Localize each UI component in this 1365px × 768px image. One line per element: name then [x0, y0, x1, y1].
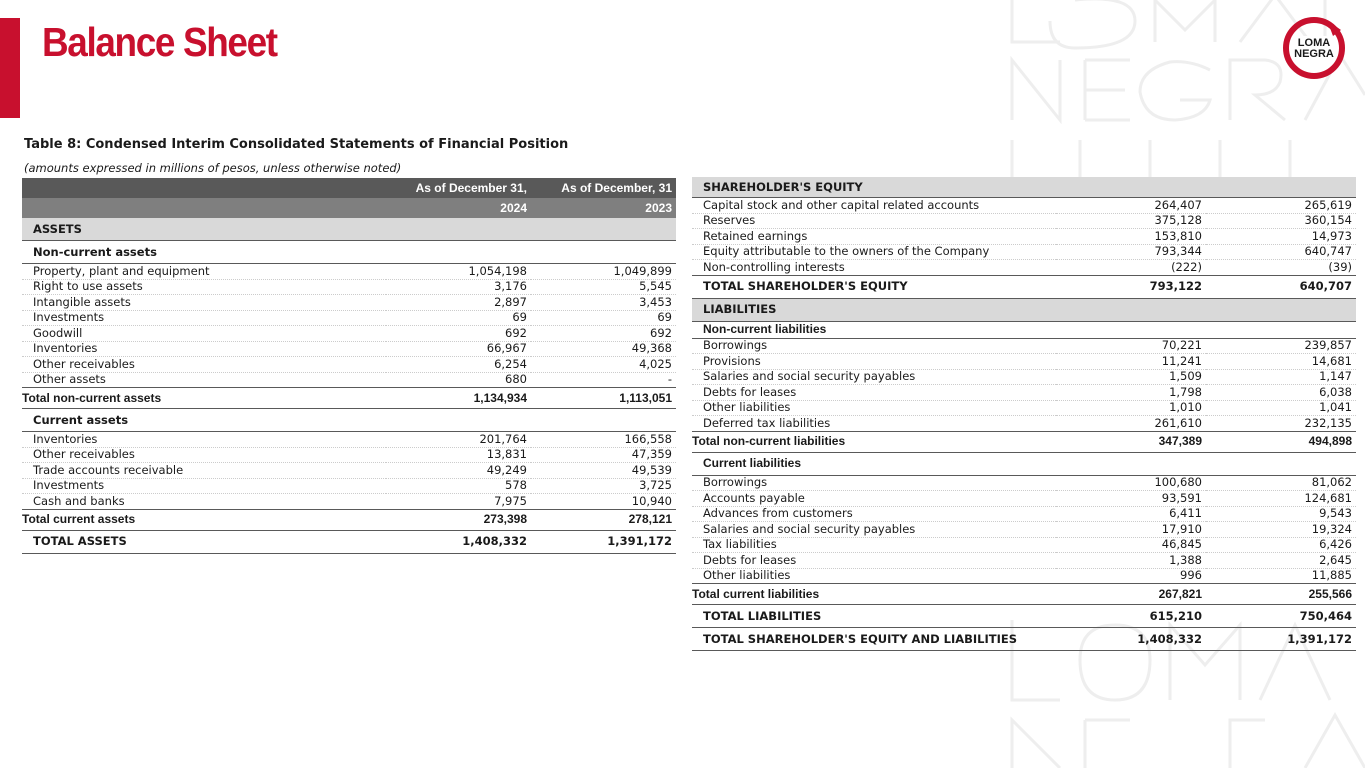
- row-label: Borrowings: [692, 475, 1056, 491]
- value-2024: 692: [386, 326, 531, 342]
- table-row: [22, 310, 676, 326]
- row-label: Total non-current liabilities: [692, 431, 1056, 452]
- table-row: [692, 522, 1356, 538]
- table-row: [22, 326, 676, 342]
- value-2024: 996: [1056, 568, 1206, 584]
- value-2023: 278,121: [531, 509, 676, 530]
- value-2023: 69: [531, 310, 676, 326]
- value-2024: (222): [1056, 260, 1206, 276]
- value-2023: 6,038: [1206, 385, 1356, 401]
- value-2023: 19,324: [1206, 522, 1356, 538]
- value-2024: 49,249: [386, 463, 531, 479]
- value-2024: 1,134,934: [386, 388, 531, 409]
- value-2024: 1,509: [1056, 369, 1206, 385]
- row-label: TOTAL SHAREHOLDER'S EQUITY AND LIABILITIES: [692, 628, 1056, 651]
- table-row: [692, 553, 1356, 569]
- row-label: Debts for leases: [692, 385, 1056, 401]
- value-2024: 1,408,332: [1056, 628, 1206, 651]
- table-row: [692, 338, 1356, 354]
- row-label: Total non-current assets: [22, 388, 386, 409]
- value-2024: 267,821: [1056, 584, 1206, 605]
- page-title: Balance Sheet: [42, 19, 277, 65]
- value-2024: 11,241: [1056, 354, 1206, 370]
- value-2024: 153,810: [1056, 229, 1206, 245]
- value-2023: 640,747: [1206, 244, 1356, 260]
- equity-liabilities-table: [692, 177, 1356, 651]
- row-label: Intangible assets: [22, 295, 386, 311]
- row-label: Tax liabilities: [692, 537, 1056, 553]
- row-label: Goodwill: [22, 326, 386, 342]
- value-2023: 9,543: [1206, 506, 1356, 522]
- row-label: TOTAL SHAREHOLDER'S EQUITY: [692, 275, 1056, 298]
- table-row: [692, 400, 1356, 416]
- value-2023: 239,857: [1206, 338, 1356, 354]
- table-row: [692, 354, 1356, 370]
- row-label: Salaries and social security payables: [692, 369, 1056, 385]
- value-2023: 360,154: [1206, 213, 1356, 229]
- row-label: Total current liabilities: [692, 584, 1056, 605]
- row-label: Equity attributable to the owners of the Company: [692, 244, 1056, 260]
- value-2023: 265,619: [1206, 198, 1356, 214]
- row-label: Capital stock and other capital related accounts: [692, 198, 1056, 214]
- loma-negra-logo: [1281, 14, 1347, 80]
- value-2024: 578: [386, 478, 531, 494]
- svg-text:NEGRA: NEGRA: [1294, 48, 1334, 60]
- value-2023: 10,940: [531, 494, 676, 510]
- row-label: Property, plant and equipment: [22, 264, 386, 280]
- row-label: Other receivables: [22, 447, 386, 463]
- table-row: [22, 432, 676, 448]
- value-2023: 1,147: [1206, 369, 1356, 385]
- subsection-noncurrent-assets: [22, 241, 676, 264]
- section-liabilities: [692, 298, 1356, 321]
- total-noncurrent-liabilities-row: [692, 431, 1356, 452]
- value-2023: 5,545: [531, 279, 676, 295]
- value-2024: 17,910: [1056, 522, 1206, 538]
- value-2023: 1,391,172: [1206, 628, 1356, 651]
- value-2023: 255,566: [1206, 584, 1356, 605]
- value-2023: 750,464: [1206, 605, 1356, 628]
- value-2024: 1,798: [1056, 385, 1206, 401]
- value-2023: 1,049,899: [531, 264, 676, 280]
- value-2023: 166,558: [531, 432, 676, 448]
- section-assets: [22, 218, 676, 241]
- value-2024: 264,407: [1056, 198, 1206, 214]
- subsection-noncurrent-liabilities: [692, 321, 1356, 338]
- row-label: Advances from customers: [692, 506, 1056, 522]
- total-liabilities-row: [692, 605, 1356, 628]
- table-row: [692, 260, 1356, 276]
- value-2024: 1,408,332: [386, 530, 531, 553]
- row-label: Investments: [22, 478, 386, 494]
- value-2024: 261,610: [1056, 416, 1206, 432]
- table-row: [692, 506, 1356, 522]
- value-2024: 201,764: [386, 432, 531, 448]
- value-2024: 13,831: [386, 447, 531, 463]
- table-row: [692, 369, 1356, 385]
- table-row: [692, 537, 1356, 553]
- total-noncurrent-assets-row: [22, 388, 676, 409]
- section-label: SHAREHOLDER'S EQUITY: [692, 177, 1056, 198]
- value-2023: 4,025: [531, 357, 676, 373]
- value-2023: 11,885: [1206, 568, 1356, 584]
- table-row: [22, 341, 676, 357]
- row-label: Reserves: [692, 213, 1056, 229]
- table-row: [22, 357, 676, 373]
- table-row: [22, 447, 676, 463]
- row-label: Non-controlling interests: [692, 260, 1056, 276]
- value-2024: 7,975: [386, 494, 531, 510]
- table-row: [692, 198, 1356, 214]
- section-label: LIABILITIES: [692, 298, 1056, 321]
- row-label: Inventories: [22, 341, 386, 357]
- subsection-current-assets: [22, 409, 676, 432]
- value-2024: 615,210: [1056, 605, 1206, 628]
- accent-bar: [0, 18, 20, 118]
- assets-table: [22, 178, 676, 554]
- value-2023: 3,453: [531, 295, 676, 311]
- row-label: Investments: [22, 310, 386, 326]
- column-header-row: [22, 178, 676, 198]
- section-label: ASSETS: [22, 218, 386, 241]
- table-row: [22, 478, 676, 494]
- section-equity: [692, 177, 1356, 198]
- table-subtitle: (amounts expressed in millions of pesos, unless otherwise noted): [24, 161, 402, 175]
- table-row: [22, 279, 676, 295]
- row-label: Cash and banks: [22, 494, 386, 510]
- table-row: [22, 264, 676, 280]
- value-2024: 3,176: [386, 279, 531, 295]
- total-assets-row: [22, 530, 676, 553]
- total-equity-row: [692, 275, 1356, 298]
- subsection-label: Non-current assets: [22, 241, 386, 264]
- col-2024-header: As of December 31,: [386, 178, 531, 198]
- table-row: [692, 229, 1356, 245]
- total-equity-and-liabilities-row: [692, 628, 1356, 651]
- table-row: [692, 416, 1356, 432]
- col-2024-year: 2024: [386, 198, 531, 218]
- table-row: [22, 494, 676, 510]
- table-row: [692, 213, 1356, 229]
- row-label: Salaries and social security payables: [692, 522, 1056, 538]
- value-2023: 640,707: [1206, 275, 1356, 298]
- value-2023: 6,426: [1206, 537, 1356, 553]
- value-2024: 347,389: [1056, 431, 1206, 452]
- value-2023: 1,041: [1206, 400, 1356, 416]
- row-label: Other assets: [22, 372, 386, 388]
- value-2023: (39): [1206, 260, 1356, 276]
- row-label: Borrowings: [692, 338, 1056, 354]
- value-2024: 6,254: [386, 357, 531, 373]
- value-2024: 680: [386, 372, 531, 388]
- table-row: [692, 491, 1356, 507]
- table-title: Table 8: Condensed Interim Consolidated Statements of Financial Position: [24, 137, 569, 152]
- table-row: [692, 244, 1356, 260]
- row-label: Deferred tax liabilities: [692, 416, 1056, 432]
- value-2023: 2,645: [1206, 553, 1356, 569]
- row-label: TOTAL ASSETS: [22, 530, 386, 553]
- value-2024: 46,845: [1056, 537, 1206, 553]
- table-row: [22, 463, 676, 479]
- value-2023: 14,973: [1206, 229, 1356, 245]
- value-2024: 1,388: [1056, 553, 1206, 569]
- row-label: Retained earnings: [692, 229, 1056, 245]
- value-2024: 1,010: [1056, 400, 1206, 416]
- row-label: TOTAL LIABILITIES: [692, 605, 1056, 628]
- subsection-current-liabilities: [692, 452, 1356, 475]
- svg-text:LOMA: LOMA: [1297, 37, 1331, 49]
- row-label: Other liabilities: [692, 400, 1056, 416]
- value-2023: 49,368: [531, 341, 676, 357]
- total-current-liabilities-row: [692, 584, 1356, 605]
- table-row: [22, 295, 676, 311]
- table-row: [692, 385, 1356, 401]
- subsection-label: Current assets: [22, 409, 386, 432]
- value-2023: 692: [531, 326, 676, 342]
- value-2023: -: [531, 372, 676, 388]
- value-2023: 49,539: [531, 463, 676, 479]
- value-2023: 1,113,051: [531, 388, 676, 409]
- row-label: Other liabilities: [692, 568, 1056, 584]
- value-2024: 375,128: [1056, 213, 1206, 229]
- value-2024: 793,122: [1056, 275, 1206, 298]
- col-2023-year: 2023: [531, 198, 676, 218]
- value-2024: 6,411: [1056, 506, 1206, 522]
- value-2023: 3,725: [531, 478, 676, 494]
- row-label: Inventories: [22, 432, 386, 448]
- subsection-label: Non-current liabilities: [692, 321, 1056, 338]
- table-row: [692, 475, 1356, 491]
- value-2024: 69: [386, 310, 531, 326]
- row-label: Trade accounts receivable: [22, 463, 386, 479]
- value-2024: 100,680: [1056, 475, 1206, 491]
- value-2024: 66,967: [386, 341, 531, 357]
- value-2024: 1,054,198: [386, 264, 531, 280]
- subsection-label: Current liabilities: [692, 452, 1056, 475]
- row-label: Provisions: [692, 354, 1056, 370]
- value-2024: 70,221: [1056, 338, 1206, 354]
- value-2023: 494,898: [1206, 431, 1356, 452]
- row-label: Other receivables: [22, 357, 386, 373]
- value-2023: 124,681: [1206, 491, 1356, 507]
- value-2024: 93,591: [1056, 491, 1206, 507]
- value-2023: 47,359: [531, 447, 676, 463]
- row-label: Right to use assets: [22, 279, 386, 295]
- column-year-row: [22, 198, 676, 218]
- total-current-assets-row: [22, 509, 676, 530]
- row-label: Debts for leases: [692, 553, 1056, 569]
- table-row: [22, 372, 676, 388]
- col-2023-header: As of December, 31: [531, 178, 676, 198]
- row-label: Total current assets: [22, 509, 386, 530]
- value-2023: 14,681: [1206, 354, 1356, 370]
- value-2023: 81,062: [1206, 475, 1356, 491]
- row-label: Accounts payable: [692, 491, 1056, 507]
- table-row: [692, 568, 1356, 584]
- value-2024: 2,897: [386, 295, 531, 311]
- value-2023: 1,391,172: [531, 530, 676, 553]
- value-2023: 232,135: [1206, 416, 1356, 432]
- value-2024: 793,344: [1056, 244, 1206, 260]
- value-2024: 273,398: [386, 509, 531, 530]
